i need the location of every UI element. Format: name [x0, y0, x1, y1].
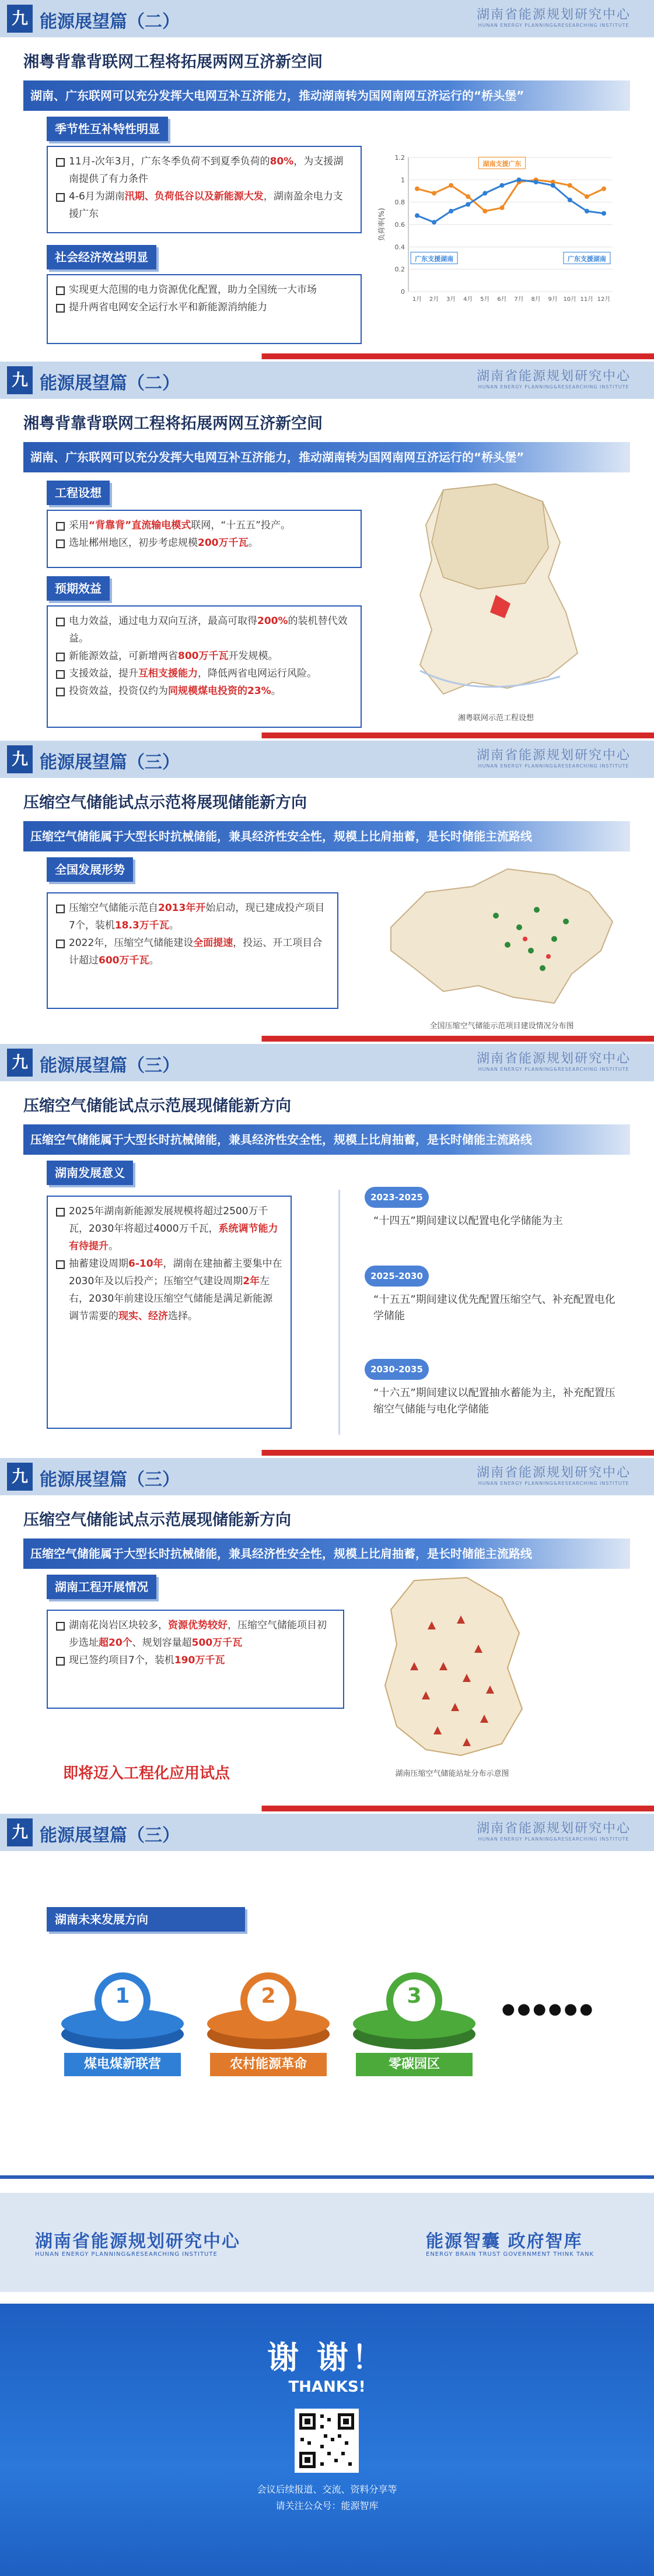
slide-1	[0, 0, 654, 362]
seasonal-box	[47, 146, 362, 233]
tag-project: 工程设想	[47, 481, 110, 505]
x-tick-label: 11月	[580, 296, 594, 303]
slide-header	[0, 1458, 654, 1495]
slide-6	[0, 1814, 654, 2193]
x-tick-label: 6月	[497, 296, 507, 303]
brand-en: HUNAN ENERGY PLANNING&RESEARCHING INSTITUTE	[478, 23, 629, 28]
tag-future: 湖南未来发展方向	[47, 1907, 245, 1932]
list-item: 现已签约项目7个，装机190万千瓦	[56, 1652, 335, 1669]
data-point	[601, 211, 606, 216]
headline: 湘粤背靠背联网工程将拓展两网互济新空间	[23, 415, 323, 433]
thanks-title: 谢 谢！	[267, 2339, 387, 2376]
x-tick-label: 2月	[429, 296, 439, 303]
social-box	[47, 274, 362, 344]
footer-slogan-cn: 能源智囊 政府智库	[426, 2231, 583, 2252]
brand-en: HUNAN ENERGY PLANNING&RESEARCHING INSTITUTE	[478, 384, 629, 390]
y-tick-label: 1	[401, 176, 405, 184]
data-point	[449, 209, 453, 213]
list-item: 新能源效益，可新增两省800万千瓦开发规模。	[56, 647, 352, 665]
tag-hunan-project: 湖南工程开展情况	[47, 1575, 156, 1599]
y-tick-label: 0.6	[394, 221, 405, 229]
list-item: 抽蓄建设周期6-10年，湖南在建抽蓄主要集中在2030年及以后投产；压缩空气建设周期2年左右，2030年前建设压缩空气储能是满足新能源调节需要的现实、经济选择。	[56, 1255, 282, 1325]
slide-5	[0, 1458, 654, 1814]
list-item: 压缩空气储能示范自2013年开始启动，现已建成投产项目7个，装机18.3万千瓦。	[56, 899, 329, 934]
brand	[477, 5, 631, 28]
list-item: 提升两省电网安全运行水平和新能源消纳能力	[56, 299, 352, 316]
section-number: 九	[7, 1049, 33, 1077]
x-tick-label: 10月	[563, 296, 577, 303]
data-point	[432, 220, 436, 225]
headline: 压缩空气储能试点示范将展现储能新方向	[23, 794, 307, 812]
slide-3	[0, 741, 654, 1044]
brand	[477, 1463, 631, 1486]
brand-cn: 湖南省能源规划研究中心	[476, 1052, 631, 1066]
thanks-en: THANKS!	[288, 2378, 366, 2396]
x-tick-label: 12月	[597, 296, 611, 303]
data-point	[568, 198, 572, 202]
data-point	[415, 187, 419, 191]
list-item: 投资效益，投资仅约为同规模煤电投资的23%。	[56, 682, 352, 700]
y-tick-label: 0	[401, 288, 405, 296]
pedestal-icon	[58, 1965, 187, 2053]
divider-red	[0, 1806, 654, 1811]
list-item: 支援效益，提升互相支援能力，降低两省电网运行风险。	[56, 665, 352, 682]
project-box	[47, 510, 362, 568]
direction-number: 1	[115, 1984, 130, 2008]
map-caption: 湖南压缩空气储能站址分布示意图	[395, 1769, 509, 1778]
section-title: 能源展望篇（二）	[40, 373, 180, 394]
section-title: 能源展望篇（三）	[40, 1470, 180, 1490]
footer-brand-cn: 湖南省能源规划研究中心	[35, 2231, 240, 2252]
list-item: 湖南花岗岩区块较多，资源优势较好，压缩空气储能项目初步选址超20个、规划容量超500万千瓦	[56, 1617, 335, 1652]
brand-en: HUNAN ENERGY PLANNING&RESEARCHING INSTITUTE	[478, 1067, 629, 1072]
pedestal-icon	[350, 1965, 478, 2053]
list-item: 11月-次年3月，广东冬季负荷不到夏季负荷的80%，为支援湖南提供了有力条件	[56, 153, 352, 188]
load-rate-chart	[373, 146, 624, 321]
national-box	[47, 892, 338, 1009]
direction-number: 3	[407, 1984, 422, 2008]
hunan-cas-map	[373, 1575, 531, 1761]
tag-national: 全国发展形势	[47, 857, 133, 882]
slide-header	[0, 741, 654, 778]
ellipsis: ●●●●●●	[502, 2000, 596, 2018]
section-number: 九	[7, 745, 33, 773]
y-tick-label: 0.8	[394, 198, 405, 206]
tag-benefit: 预期效益	[47, 576, 110, 601]
annotation-label: 广东支援湖南	[415, 255, 454, 263]
x-tick-label: 9月	[548, 296, 558, 303]
tag-seasonal: 季节性互补特性明显	[47, 117, 168, 141]
brand	[477, 1818, 631, 1842]
section-title: 能源展望篇（三）	[40, 1056, 180, 1076]
brand-cn: 湖南省能源规划研究中心	[476, 748, 631, 763]
tag-hunan-meaning: 湖南发展意义	[47, 1161, 133, 1185]
x-tick-label: 4月	[463, 296, 473, 303]
y-tick-label: 0.4	[394, 243, 405, 251]
footer-note-2: 请关注公众号：能源智库	[275, 2500, 379, 2511]
list-item: 2025年湖南新能源发展规模将超过2500万千瓦，2030年将超过4000万千瓦，系统调节能力有待提升。	[56, 1203, 282, 1255]
data-point	[466, 194, 470, 199]
direction-3	[350, 1965, 478, 2076]
x-tick-label: 8月	[531, 296, 541, 303]
timeline-period: 2023-2025	[365, 1187, 429, 1208]
timeline-text: “十五五”期间建议优先配置压缩空气、补充配置电化学储能	[373, 1294, 615, 1322]
divider-red	[0, 353, 654, 359]
x-tick-label: 1月	[412, 296, 422, 303]
divider-red	[0, 1036, 654, 1042]
brand	[477, 1049, 631, 1072]
x-tick-label: 5月	[480, 296, 490, 303]
y-axis-label: 负荷率(%)	[377, 208, 386, 241]
headline: 压缩空气储能试点示范展现储能新方向	[23, 1511, 291, 1529]
list-item: 电力效益，通过电力双向互济，最高可取得200%的装机替代效益。	[56, 612, 352, 647]
data-point	[585, 209, 589, 213]
data-point	[601, 187, 606, 191]
direction-2	[204, 1965, 333, 2076]
pedestal-icon	[204, 1965, 333, 2053]
headline: 湘粤背靠背联网工程将拓展两网互济新空间	[23, 53, 323, 71]
data-point	[534, 180, 538, 184]
section-number: 九	[7, 366, 33, 394]
map-caption: 全国压缩空气储能示范项目建设情况分布图	[429, 1022, 574, 1031]
section-title: 能源展望篇（二）	[40, 12, 180, 32]
meaning-box	[47, 1196, 292, 1429]
brand-cn: 湖南省能源规划研究中心	[476, 1821, 631, 1836]
map-caption: 湘粤联网示范工程设想	[457, 714, 534, 723]
tag-social: 社会经济效益明显	[47, 245, 156, 269]
brand-cn: 湖南省能源规划研究中心	[476, 369, 631, 384]
footer-band	[0, 2193, 654, 2292]
section-title: 能源展望篇（三）	[40, 752, 180, 773]
data-point	[415, 213, 419, 218]
list-item: 选址郴州地区，初步考虑规模200万千瓦。	[56, 534, 352, 552]
data-point	[499, 205, 504, 210]
slide-header	[0, 0, 654, 37]
data-point	[585, 194, 589, 199]
timeline-text: “十四五”期间建议以配置电化学储能为主	[373, 1215, 563, 1227]
data-point	[551, 183, 555, 188]
slide-header	[0, 1814, 654, 1851]
footer-brand-en: HUNAN ENERGY PLANNING&RESEARCHING INSTITUTE	[35, 2251, 218, 2258]
summary-band: 压缩空气储能属于大型长时抗械储能，兼具经济性安全性，规模上比肩抽蓄，是长时储能主流路线	[23, 1538, 630, 1569]
list-item: 采用“背靠背”直流输电模式联网，“十五五”投产。	[56, 517, 352, 534]
brand-en: HUNAN ENERGY PLANNING&RESEARCHING INSTITUTE	[478, 1837, 629, 1842]
brand-en: HUNAN ENERGY PLANNING&RESEARCHING INSTITUTE	[478, 1481, 629, 1486]
slide-2	[0, 362, 654, 741]
annotation-label: 广东支援湖南	[567, 255, 606, 263]
data-point	[517, 177, 522, 182]
brand	[477, 745, 631, 769]
summary-band: 湖南、广东联网可以充分发挥大电网互补互济能力，推动湖南转为国网南网互济运行的“桥头堡”	[23, 80, 630, 111]
section-number: 九	[7, 1818, 33, 1846]
hunan-guangdong-map	[408, 478, 583, 706]
section-number: 九	[7, 1463, 33, 1491]
direction-label: 零碳园区	[356, 2053, 473, 2076]
brand-cn: 湖南省能源规划研究中心	[476, 1466, 631, 1480]
footer-slogan-en: ENERGY BRAIN TRUST GOVERNMENT THINK TANK	[426, 2251, 594, 2258]
section-title: 能源展望篇（三）	[40, 1825, 180, 1846]
x-tick-label: 7月	[514, 296, 524, 303]
x-tick-label: 3月	[446, 296, 456, 303]
benefit-box	[47, 605, 362, 728]
list-item: 2022年，压缩空气储能建设全面提速，投运、开工项目合计超过600万千瓦。	[56, 934, 329, 969]
timeline-line	[338, 1190, 340, 1435]
slide-header	[0, 362, 654, 399]
divider-red	[0, 1450, 654, 1456]
divider-blue	[0, 2175, 654, 2179]
summary-band: 压缩空气储能属于大型长时抗械储能，兼具经济性安全性，规模上比肩抽蓄，是长时储能主流路线	[23, 821, 630, 851]
qr-code-icon	[295, 2409, 359, 2473]
data-point	[432, 191, 436, 195]
slogan: 即将迈入工程化应用试点	[63, 1765, 230, 1782]
slide-4	[0, 1044, 654, 1458]
summary-band: 压缩空气储能属于大型长时抗械储能，兼具经济性安全性，规模上比肩抽蓄，是长时储能主流路线	[23, 1124, 630, 1155]
brand-en: HUNAN ENERGY PLANNING&RESEARCHING INSTITUTE	[478, 763, 629, 769]
thanks-panel	[0, 2304, 654, 2576]
direction-1	[58, 1965, 187, 2076]
brand	[477, 366, 631, 390]
china-cas-map	[379, 857, 624, 1015]
y-tick-label: 0.2	[394, 265, 405, 274]
list-item: 4-6月为湖南汛期、负荷低谷以及新能源大发，湖南盈余电力支援广东	[56, 188, 352, 223]
timeline-text: “十六五”期间建议以配置抽水蓄能为主，补充配置压缩空气储能与电化学储能	[373, 1387, 615, 1415]
direction-label: 煤电煤新联营	[64, 2053, 181, 2076]
slide-header	[0, 1044, 654, 1081]
data-point	[499, 183, 504, 188]
summary-band: 湖南、广东联网可以充分发挥大电网互补互济能力，推动湖南转为国网南网互济运行的“桥头堡”	[23, 442, 630, 472]
headline: 压缩空气储能试点示范展现储能新方向	[23, 1097, 291, 1115]
annotation-label: 湖南支援广东	[482, 160, 522, 168]
divider-red	[0, 733, 654, 738]
footer-note-1: 会议后续报道、交流、资料分享等	[257, 2484, 397, 2495]
section-number: 九	[7, 5, 33, 33]
data-point	[482, 191, 487, 195]
series-line	[417, 180, 604, 222]
direction-label: 农村能源革命	[210, 2053, 327, 2076]
y-tick-label: 1.2	[394, 154, 405, 162]
data-point	[466, 202, 470, 207]
list-item: 实现更大范围的电力资源优化配置，助力全国统一大市场	[56, 281, 352, 299]
footer	[0, 2193, 654, 2576]
direction-number: 2	[261, 1984, 276, 2008]
data-point	[482, 209, 487, 213]
timeline-period: 2030-2035	[365, 1359, 429, 1380]
timeline-period: 2025-2030	[365, 1266, 429, 1287]
brand-cn: 湖南省能源规划研究中心	[476, 8, 631, 22]
series-line	[417, 180, 604, 211]
data-point	[449, 183, 453, 188]
data-point	[568, 183, 572, 188]
project-status-box	[47, 1610, 344, 1709]
